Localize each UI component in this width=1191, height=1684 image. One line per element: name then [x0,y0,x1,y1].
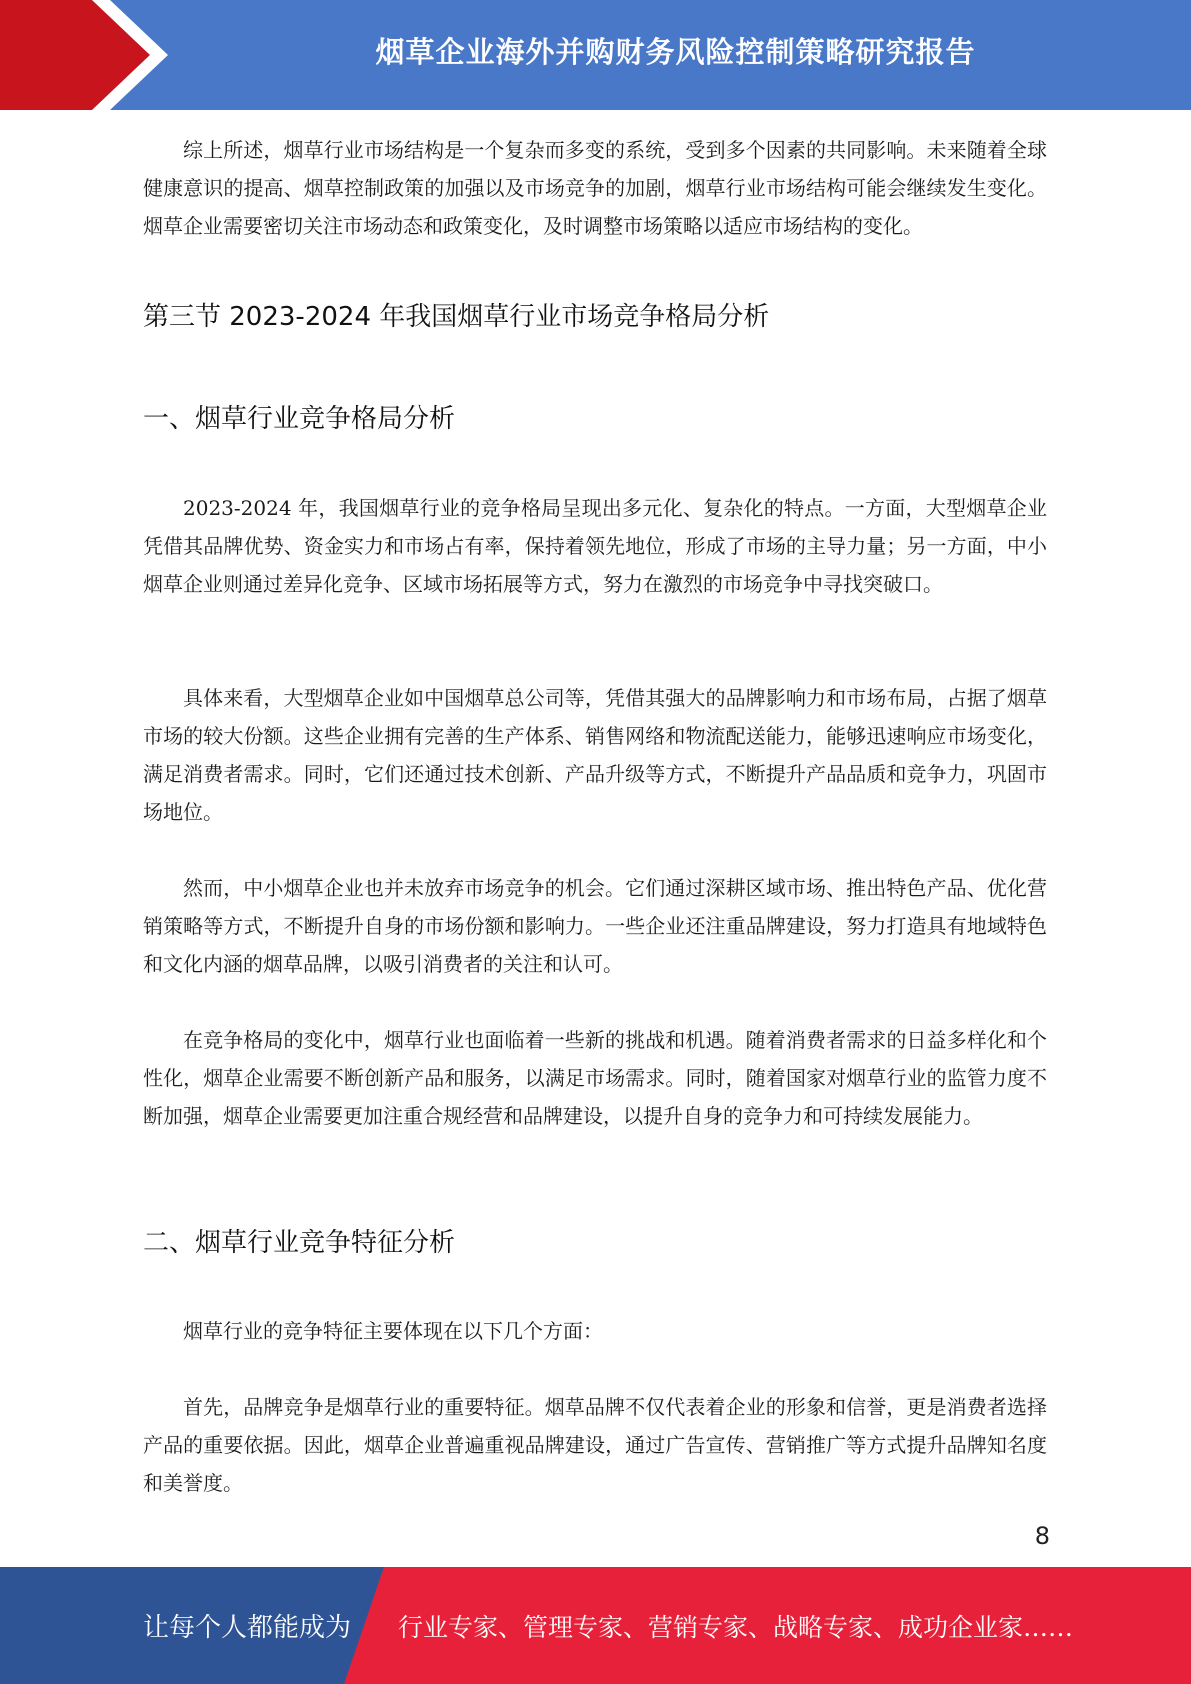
footer-slogan-left: 让每个人都能成为 [143,1613,352,1643]
paragraph-block-7 [143,1388,1047,1502]
paragraph: 综上所述，烟草行业市场结构是一个复杂而多变的系统，受到多个因素的共同影响。未来随着全球健康意识的提高、烟草控制政策的加强以及市场竞争的加剧，烟草行业市场结构可能会继续发生变化。烟草企业需要密切关注市场动态和政策变化，及时调整市场策略以适应市场结构的变化。 [143,138,1047,238]
paragraph: 在竞争格局的变化中，烟草行业也面临着一些新的挑战和机遇。随着消费者需求的日益多样化和个性化，烟草企业需要不断创新产品和服务，以满足市场需求。同时，随着国家对烟草行业的监管力度不断加强，烟草企业需要更加注重合规经营和品牌建设，以提升自身的竞争力和可持续发展能力。 [143,1028,1047,1128]
paragraph-block-5 [143,1021,1047,1135]
footer-slogan-right: 行业专家、管理专家、营销专家、战略专家、成功企业家…… [398,1612,1074,1642]
header-title: 烟草企业海外并购财务风险控制策略研究报告 [375,34,976,69]
paragraph-block-6 [143,1312,1047,1350]
page-number: 8 [1034,1522,1050,1550]
paragraph-block-4 [143,869,1047,983]
subsection-heading: 一、烟草行业竞争格局分析 [143,404,456,434]
section-heading: 第三节 2023-2024 年我国烟草行业市场竞争格局分析 [143,302,770,332]
page-header [0,0,1191,110]
paragraph: 烟草行业的竞争特征主要体现在以下几个方面： [183,1319,603,1343]
paragraph: 2023-2024 年，我国烟草行业的竞争格局呈现出多元化、复杂化的特点。一方面，大型烟草企业凭借其品牌优势、资金实力和市场占有率，保持着领先地位，形成了市场的主导力量；另一方面，中小烟草企业则通过差异化竞争、区域市场拓展等方式，努力在激烈的市场竞争中寻找突破口。 [143,496,1047,596]
paragraph: 然而，中小烟草企业也并未放弃市场竞争的机会。它们通过深耕区域市场、推出特色产品、优化营销策略等方式，不断提升自身的市场份额和影响力。一些企业还注重品牌建设，努力打造具有地域特色和文化内涵的烟草品牌，以吸引消费者的关注和认可。 [143,876,1047,976]
page-footer [0,1567,1191,1684]
paragraph-block-3 [143,679,1047,831]
paragraph: 具体来看，大型烟草企业如中国烟草总公司等，凭借其强大的品牌影响力和市场布局，占据了烟草市场的较大份额。这些企业拥有完善的生产体系、销售网络和物流配送能力，能够迅速响应市场变化，满足消费者需求。同时，它们还通过技术创新、产品升级等方式，不断提升产品品质和竞争力，巩固市场地位。 [143,686,1047,824]
subsection-heading: 二、烟草行业竞争特征分析 [143,1228,456,1258]
paragraph-block-2 [143,489,1047,603]
paragraph: 首先，品牌竞争是烟草行业的重要特征。烟草品牌不仅代表着企业的形象和信誉，更是消费者选择产品的重要依据。因此，烟草企业普遍重视品牌建设，通过广告宣传、营销推广等方式提升品牌知名度和美誉度。 [143,1395,1047,1495]
paragraph-block-1 [143,131,1047,245]
